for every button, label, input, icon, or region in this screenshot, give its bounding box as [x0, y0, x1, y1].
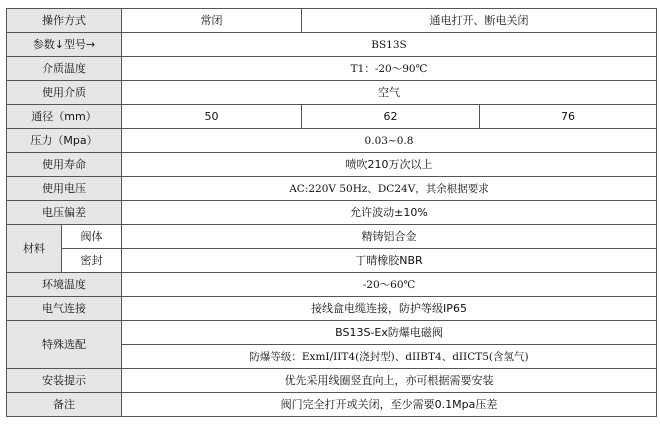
row-lifetime [7, 153, 657, 177]
special-label: 特殊选配 [7, 321, 122, 369]
row-remark [7, 393, 657, 417]
row-voltage-deviation [7, 201, 657, 225]
row-model [7, 33, 657, 57]
voltage-deviation-label: 电压偏差 [7, 201, 122, 225]
voltage-label: 使用电压 [7, 177, 122, 201]
model-label: 参数↓型号→ [7, 33, 122, 57]
remark-value: 阀门完全打开或关闭，至少需要0.1Mpa压差 [122, 393, 657, 417]
row-special-1 [7, 321, 657, 345]
medium-label: 使用介质 [7, 81, 122, 105]
row-medium [7, 81, 657, 105]
ambient-temp-value: -20～60℃ [122, 273, 657, 297]
lifetime-value: 喷吹210万次以上 [122, 153, 657, 177]
install-label: 安装提示 [7, 369, 122, 393]
special-value-ex-valve: BS13S-Ex防爆电磁阀 [122, 321, 657, 345]
spec-table-wrapper [6, 8, 657, 417]
pressure-label: 压力（Mpa） [7, 129, 122, 153]
row-material-seal [7, 249, 657, 273]
medium-temp-value: T1：-20～90℃ [122, 57, 657, 81]
row-voltage [7, 177, 657, 201]
row-diameter [7, 105, 657, 129]
row-pressure [7, 129, 657, 153]
row-electrical [7, 297, 657, 321]
material-body-label: 阀体 [62, 225, 122, 249]
material-body-value: 精铸铝合金 [122, 225, 657, 249]
pressure-value: 0.03~0.8 [122, 129, 657, 153]
material-seal-label: 密封 [62, 249, 122, 273]
lifetime-label: 使用寿命 [7, 153, 122, 177]
material-seal-value: 丁晴橡胶NBR [122, 249, 657, 273]
diameter-value-1: 50 [122, 105, 302, 129]
electrical-value: 接线盒电缆连接，防护等级IP65 [122, 297, 657, 321]
material-label: 材料 [7, 225, 62, 273]
special-value-explosion-grade: 防爆等级：ExmI/IIT4(浇封型)、dIIBT4、dIICT5(含氢气) [122, 345, 657, 369]
electrical-label: 电气连接 [7, 297, 122, 321]
row-ambient-temp [7, 273, 657, 297]
operation-label: 操作方式 [7, 9, 122, 33]
diameter-value-3: 76 [480, 105, 657, 129]
operation-value-mode: 通电打开、断电关闭 [302, 9, 657, 33]
spec-table [6, 8, 657, 417]
row-install [7, 369, 657, 393]
remark-label: 备注 [7, 393, 122, 417]
diameter-label: 通径（mm） [7, 105, 122, 129]
medium-value: 空气 [122, 81, 657, 105]
medium-temp-label: 介质温度 [7, 57, 122, 81]
model-value: BS13S [122, 33, 657, 57]
row-medium-temp [7, 57, 657, 81]
voltage-value: AC:220V 50Hz、DC24V，其余根据要求 [122, 177, 657, 201]
row-material-body [7, 225, 657, 249]
row-operation [7, 9, 657, 33]
voltage-deviation-value: 允许波动±10% [122, 201, 657, 225]
ambient-temp-label: 环境温度 [7, 273, 122, 297]
operation-value-normally-closed: 常闭 [122, 9, 302, 33]
install-value: 优先采用线圈竖直向上，亦可根据需要安装 [122, 369, 657, 393]
diameter-value-2: 62 [302, 105, 480, 129]
